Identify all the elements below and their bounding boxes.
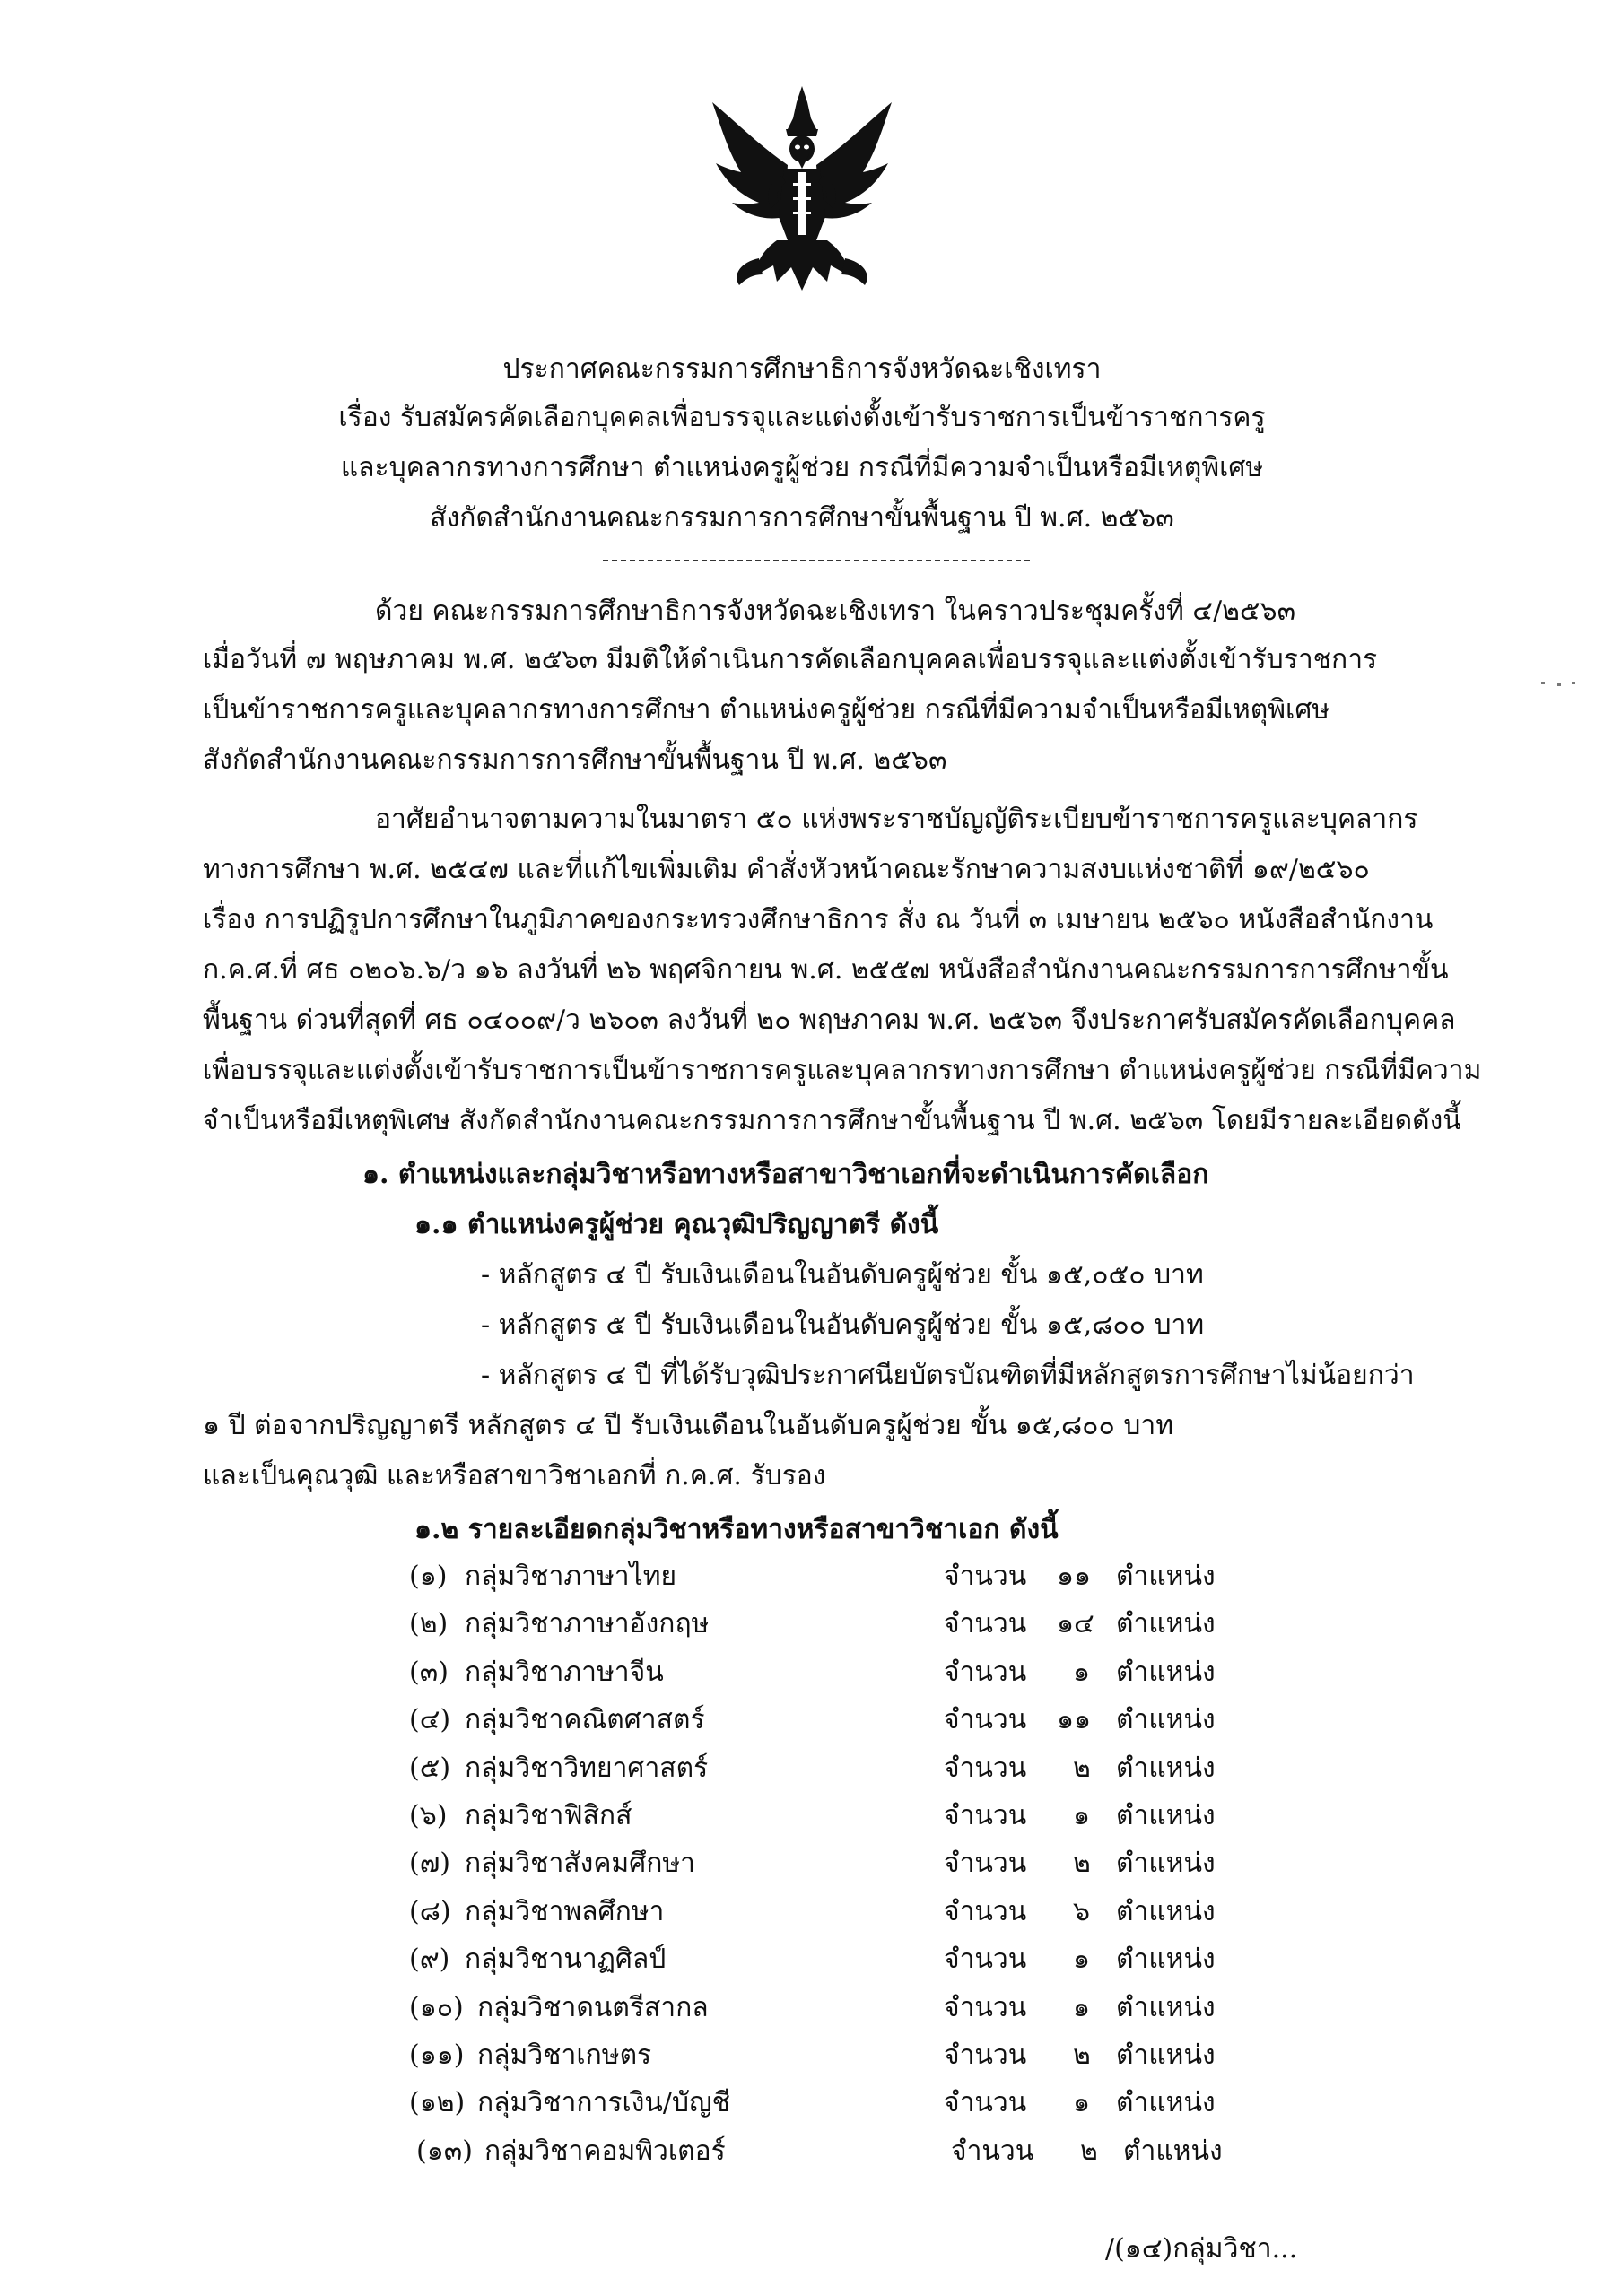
amount-label: จำนวน [944,1608,1027,1639]
para1-line-3: เป็นข้าราชการครูและบุคลากรทางการศึกษา ตำแหน่งครูผู้ช่วย กรณีที่มีความจำเป็นหรือมีเหตุพิเศษ [203,694,1330,726]
amount-label: จำนวน [944,1896,1027,1927]
amount-label: จำนวน [944,1657,1027,1688]
subject-number: (๔) [409,1704,451,1735]
para2-line-7: จำเป็นหรือมีเหตุพิเศษ สังกัดสำนักงานคณะกรรมการการศึกษาขั้นพื้นฐาน ปี พ.ศ. ๒๕๖๓ โดยมีรายละเอียดดังนี้ [203,1105,1461,1136]
amount-label: จำนวน [944,1992,1027,2023]
amount-label: จำนวน [951,2135,1034,2167]
para2-line-3: เรื่อง การปฏิรูปการศึกษาในภูมิภาคของกระทรวงศึกษาธิการ สั่ง ณ วันที่ ๓ เมษายน ๒๕๖๐ หนังสือสำนักงาน [203,904,1434,935]
subject-number: (๑) [409,1561,448,1592]
para2-line-2: ทางการศึกษา พ.ศ. ๒๕๔๗ และที่แก้ไขเพิ่มเติม คำสั่งหัวหน้าคณะรักษาความสงบแห่งชาติที่ ๑๙/๒๕๖๐ [203,854,1370,885]
position-count: ๑ [1073,1657,1091,1688]
title-line-4: สังกัดสำนักงานคณะกรรมการการศึกษาขั้นพื้นฐาน ปี พ.ศ. ๒๕๖๓ [430,502,1174,534]
subject-number: (๒) [409,1608,449,1639]
scan-speck [1557,683,1561,686]
amount-label: จำนวน [944,1944,1027,1975]
subject-number: (๙) [409,1944,450,1975]
scan-speck [1541,682,1545,684]
amount-label: จำนวน [944,1848,1027,1879]
scan-speck [1572,682,1575,684]
subject-name: กลุ่มวิชาฟิสิกส์ [465,1800,632,1831]
para1-line-4: สังกัดสำนักงานคณะกรรมการการศึกษาขั้นพื้นฐาน ปี พ.ศ. ๒๕๖๓ [203,744,947,776]
subject-name: กลุ่มวิชาดนตรีสากล [477,1992,709,2023]
position-count: ๑๑ [1057,1704,1092,1735]
subject-name: กลุ่มวิชาสังคมศึกษา [465,1848,696,1879]
para2-line-4: ก.ค.ศ.ที่ ศธ ๐๒๐๖.๖/ว ๑๖ ลงวันที่ ๒๖ พฤศจิกายน พ.ศ. ๒๕๕๗ หนังสือสำนักงานคณะกรรมการการศึกษาขั้น [203,954,1449,986]
para1-line-2: เมื่อวันที่ ๗ พฤษภาคม พ.ศ. ๒๕๖๓ มีมติให้ดำเนินการคัดเลือกบุคคลเพื่อบรรจุและแต่งตั้งเข้ารับราชการ [203,644,1378,675]
position-count: ๑ [1073,2087,1091,2118]
unit-label: ตำแหน่ง [1123,2135,1223,2167]
unit-label: ตำแหน่ง [1116,1657,1216,1688]
para2-line-6: เพื่อบรรจุและแต่งตั้งเข้ารับราชการเป็นข้าราชการครูและบุคลากรทางการศึกษา ตำแหน่งครูผู้ช่วย กรณีที่มีความ [203,1055,1482,1086]
subject-name: กลุ่มวิชาภาษาจีน [465,1657,664,1688]
para2-line-5: พื้นฐาน ด่วนที่สุดที่ ศธ ๐๔๐๐๙/ว ๒๖๐๓ ลงวันที่ ๒๐ พฤษภาคม พ.ศ. ๒๕๖๓ จึงประกาศรับสมัครคัดเลือกบุคคล [203,1004,1456,1036]
unit-label: ตำแหน่ง [1116,1752,1216,1784]
amount-label: จำนวน [944,2039,1027,2071]
amount-label: จำนวน [944,2087,1027,2118]
position-count: ๑ [1073,1800,1091,1831]
salary-item-1: - หลักสูตร ๔ ปี รับเงินเดือนในอันดับครูผู้ช่วย ขั้น ๑๕,๐๕๐ บาท [481,1259,1204,1291]
position-count: ๑๔ [1057,1608,1094,1639]
subject-name: กลุ่มวิชาพลศึกษา [465,1896,665,1927]
subject-number: (๑๒) [409,2087,466,2118]
position-count: ๒ [1073,1752,1091,1784]
garuda-emblem-icon [705,83,899,296]
position-count: ๖ [1073,1896,1091,1927]
salary-item-2: - หลักสูตร ๕ ปี รับเงินเดือนในอันดับครูผู้ช่วย ขั้น ๑๕,๘๐๐ บาท [481,1309,1205,1341]
position-count: ๒ [1073,1848,1091,1879]
para1-line-1: ด้วย คณะกรรมการศึกษาธิการจังหวัดฉะเชิงเทรา ในคราวประชุมครั้งที่ ๔/๒๕๖๓ [375,596,1296,627]
unit-label: ตำแหน่ง [1116,1608,1216,1639]
salary-item-3-continuation-2: และเป็นคุณวุฒิ และหรือสาขาวิชาเอกที่ ก.ค.ศ. รับรอง [203,1460,826,1492]
section-1-1-heading: ๑.๑ ตำแหน่งครูผู้ช่วย คุณวุฒิปริญญาตรี ดังนี้ [414,1209,939,1240]
subject-number: (๕) [409,1752,451,1784]
unit-label: ตำแหน่ง [1116,2039,1216,2071]
title-divider [603,560,1030,561]
amount-label: จำนวน [944,1800,1027,1831]
section-1-2-heading: ๑.๒ รายละเอียดกลุ่มวิชาหรือทางหรือสาขาวิชาเอก ดังนี้ [414,1514,1059,1545]
unit-label: ตำแหน่ง [1116,1848,1216,1879]
title-line-3: และบุคลากรทางการศึกษา ตำแหน่งครูผู้ช่วย กรณีที่มีความจำเป็นหรือมีเหตุพิเศษ [340,452,1264,483]
amount-label: จำนวน [944,1561,1027,1592]
subject-number: (๓) [409,1657,449,1688]
subject-number: (๖) [409,1800,448,1831]
subject-name: กลุ่มวิชาการเงิน/บัญชี [477,2087,730,2118]
salary-item-3: - หลักสูตร ๔ ปี ที่ได้รับวุฒิประกาศนียบัตรบัณฑิตที่มีหลักสูตรการศึกษาไม่น้อยกว่า [481,1360,1415,1391]
unit-label: ตำแหน่ง [1116,1704,1216,1735]
title-line-1: ประกาศคณะกรรมการศึกษาธิการจังหวัดฉะเชิงเทรา [502,353,1102,385]
position-count: ๒ [1080,2135,1098,2167]
subject-number: (๑๑) [409,2039,465,2071]
position-count: ๒ [1073,2039,1091,2071]
salary-item-3-continuation-1: ๑ ปี ต่อจากปริญญาตรี หลักสูตร ๔ ปี รับเงินเดือนในอันดับครูผู้ช่วย ขั้น ๑๕,๘๐๐ บาท [203,1410,1174,1441]
subject-name: กลุ่มวิชาวิทยาศาสตร์ [465,1752,709,1784]
subject-number: (๑๓) [416,2135,473,2167]
unit-label: ตำแหน่ง [1116,1944,1216,1975]
unit-label: ตำแหน่ง [1116,2087,1216,2118]
para2-line-1: อาศัยอำนาจตามความในมาตรา ๕๐ แห่งพระราชบัญญัติระเบียบข้าราชการครูและบุคลากร [375,804,1418,835]
subject-number: (๘) [409,1896,451,1927]
subject-number: (๑๐) [409,1992,464,2023]
subject-number: (๗) [409,1848,450,1879]
position-count: ๑ [1073,1992,1091,2023]
unit-label: ตำแหน่ง [1116,1896,1216,1927]
unit-label: ตำแหน่ง [1116,1561,1216,1592]
title-line-2: เรื่อง รับสมัครคัดเลือกบุคคลเพื่อบรรจุและแต่งตั้งเข้ารับราชการเป็นข้าราชการครู [338,402,1266,433]
subject-name: กลุ่มวิชานาฏศิลป์ [465,1944,667,1975]
unit-label: ตำแหน่ง [1116,1992,1216,2023]
unit-label: ตำแหน่ง [1116,1800,1216,1831]
position-count: ๑๑ [1057,1561,1092,1592]
amount-label: จำนวน [944,1704,1027,1735]
subject-name: กลุ่มวิชาภาษาอังกฤษ [465,1608,710,1639]
continued-marker: /(๑๔)กลุ่มวิชา... [1105,2233,1298,2265]
subject-name: กลุ่มวิชาคณิตศาสตร์ [465,1704,705,1735]
subject-name: กลุ่มวิชาคอมพิวเตอร์ [484,2135,726,2167]
position-count: ๑ [1073,1944,1091,1975]
amount-label: จำนวน [944,1752,1027,1784]
section-1-heading: ๑. ตำแหน่งและกลุ่มวิชาหรือทางหรือสาขาวิชาเอกที่จะดำเนินการคัดเลือก [362,1159,1209,1190]
subject-name: กลุ่มวิชาภาษาไทย [465,1561,677,1592]
subject-name: กลุ่มวิชาเกษตร [477,2039,652,2071]
